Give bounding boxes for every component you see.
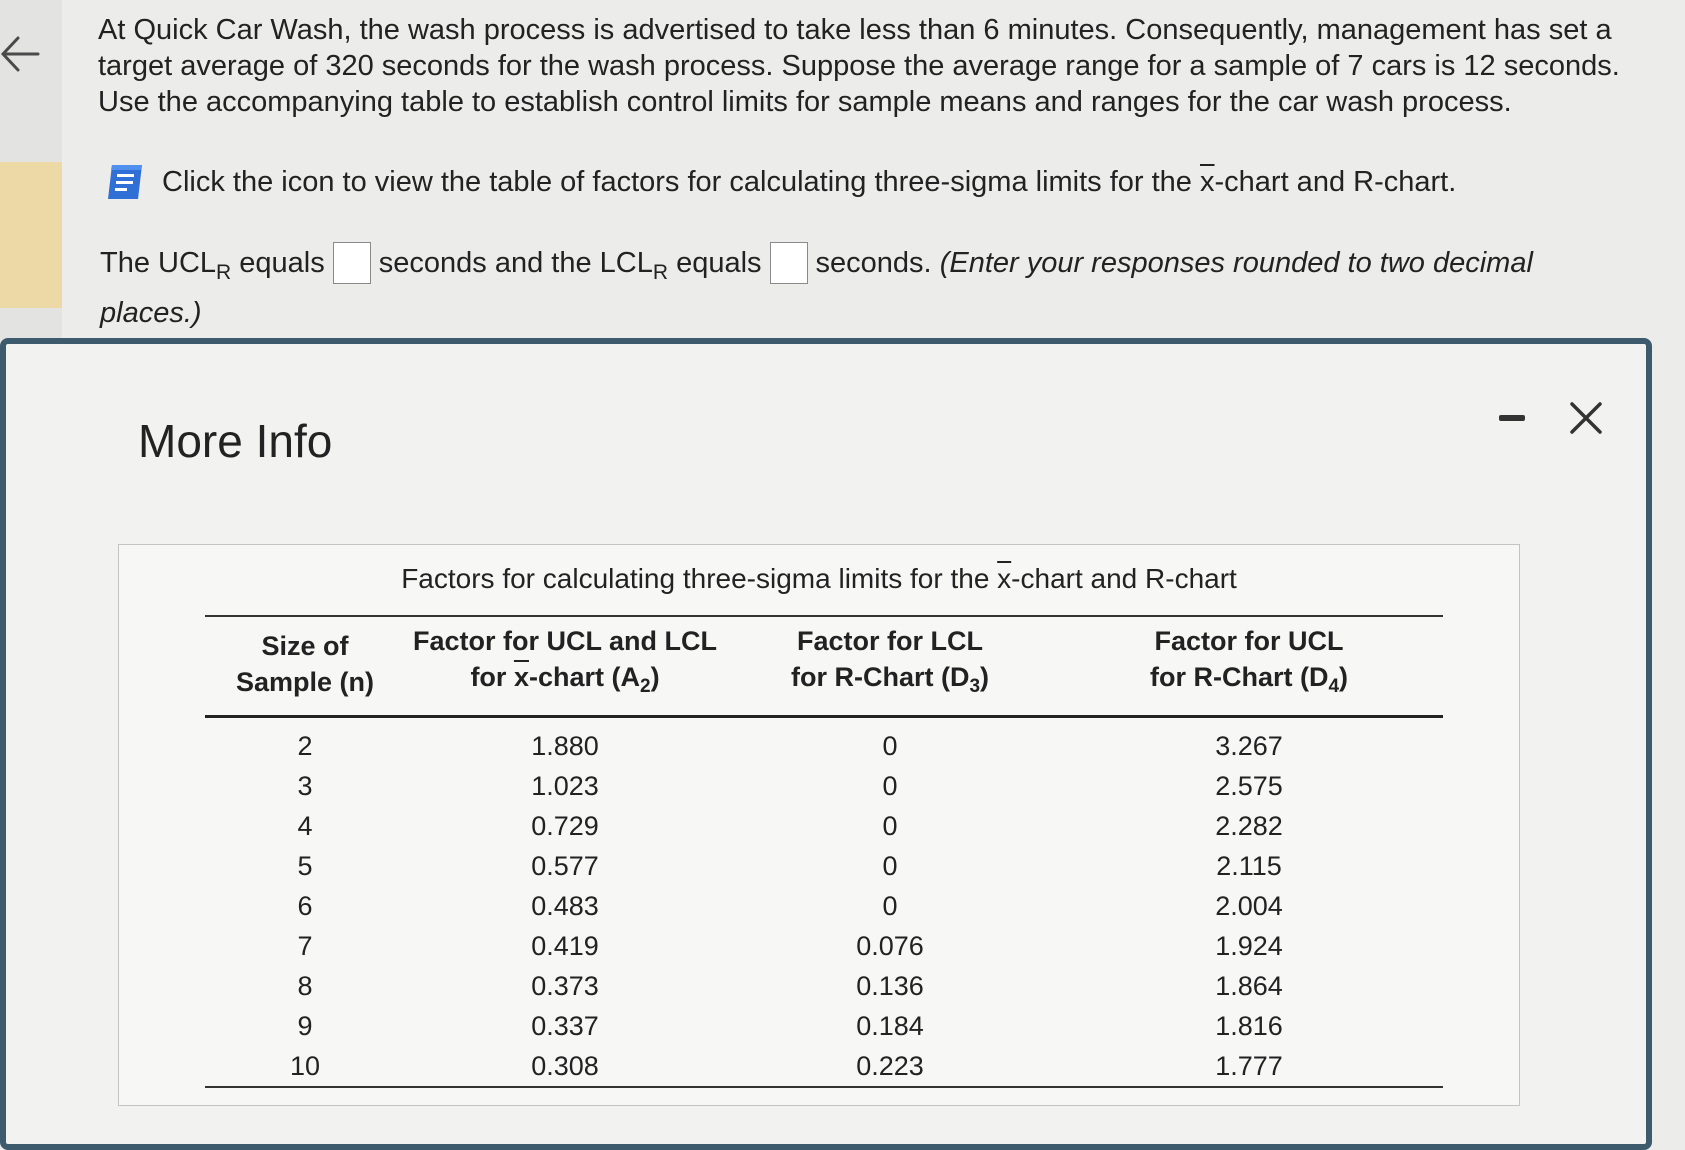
factors-table-card [118,544,1520,1106]
cell-d3: 0 [882,730,898,761]
answer-sub1: R [216,261,232,284]
cell-sample-size: 8 [297,970,313,1001]
cell-d4: 1.816 [1215,1010,1283,1041]
more-info-modal [0,338,1652,1150]
cell-a2: 0.337 [531,1010,599,1041]
cell-d4: 2.115 [1216,850,1282,881]
question-paragraph: At Quick Car Wash, the wash process is advertised to take less than 6 minutes. Consequently, management has set a target average of 320 seconds for the wash process. Suppose the average range for a sample of 7 cars is 12 seconds. Use the accompanying table to establish control limits for sample means and ranges for the car wash process. [98,14,1620,118]
cell-a2: 0.419 [531,930,599,961]
header-d3 [725,616,1055,717]
header-a2-line1: Factor for UCL and LCL [412,626,717,656]
header-n-line1: Size of [261,631,349,661]
info-prefix: Click the icon to view the table of factors for calculating three-sigma limits for the [162,165,1200,198]
header-d4 [1055,616,1443,717]
info-suffix: -chart and R-chart. [1214,165,1457,198]
back-arrow-icon[interactable] [0,32,40,76]
cell-a2: 0.308 [405,1046,725,1087]
header-d3-line1: Factor for LCL [797,626,983,656]
cell-sample-size: 3 [297,770,313,801]
table-header-row [205,616,1443,717]
ucl-answer-input[interactable] [333,242,371,284]
answer-part5: seconds. [815,247,932,279]
cell-d3: 0 [882,770,898,801]
header-a2-pre: for [470,662,514,692]
caption-suffix: -chart and R-chart [1011,563,1237,594]
caption-prefix: Factors for calculating three-sigma limits for the [401,563,998,594]
answer-part2: equals [239,247,325,279]
cell-d3: 0 [882,810,898,841]
header-d3-sub: 3 [969,676,981,697]
cell-a2: 0.373 [531,970,599,1001]
table-row [205,846,1443,886]
header-d4-line2 [1059,659,1439,705]
answer-part3: seconds and the LCL [378,247,653,279]
header-d3-line2 [729,659,1051,705]
book-icon[interactable] [104,162,146,202]
cell-a2: 0.729 [531,810,599,841]
cell-d3: 0.184 [856,1010,924,1041]
cell-d4: 1.864 [1215,970,1283,1001]
table-row [205,966,1443,1006]
cell-sample-size: 5 [297,850,313,881]
modal-title: More Info [138,415,333,467]
header-d3-text: for R-Chart (D [790,662,970,692]
info-xbar: $\overline{x}$ [1200,165,1215,198]
cell-sample-size: 9 [297,1010,313,1041]
cell-d4: 1.777 [1055,1046,1443,1087]
cell-d4: 2.575 [1215,770,1283,801]
table-row [205,1006,1443,1046]
caption-xbar: $\overline{x}$ [997,563,1012,594]
cell-sample-size: 7 [297,930,313,961]
cell-d4: 2.282 [1215,810,1283,841]
header-a2-post: -chart (A [528,662,640,692]
cell-a2: 1.023 [531,770,599,801]
question-text [98,12,1638,120]
header-n-line2: Sample (n) [235,667,375,697]
lcl-answer-input[interactable] [770,242,808,284]
answer-part4: equals [676,247,762,279]
table-row [205,926,1443,966]
header-sample-size [205,616,405,717]
cell-d3: 0.136 [856,970,924,1001]
header-a2 [405,616,725,717]
table-row [205,717,1443,767]
table-caption [119,563,1519,595]
answer-sub2: R [652,261,669,284]
factors-table [205,615,1443,1088]
cell-a2: 0.577 [531,850,599,881]
cell-sample-size: 6 [297,890,313,921]
answer-part1: The UCL [100,247,217,279]
header-d4-line1: Factor for UCL [1154,626,1344,656]
cell-d3: 0.076 [856,930,924,961]
cell-a2: 1.880 [531,730,599,761]
header-d4-sub: 4 [1328,676,1340,697]
info-link-row [104,162,1456,202]
info-link-text[interactable] [162,166,1456,199]
header-d4-text: for R-Chart (D [1149,662,1329,692]
factors-table-body [205,717,1443,1088]
table-row [205,806,1443,846]
answer-instruction: (Enter your responses rounded to two decimal places.) [100,247,1533,329]
cell-d3: 0 [882,850,898,881]
table-row [205,886,1443,926]
cell-d4: 3.267 [1215,730,1283,761]
table-row [205,766,1443,806]
table-row [205,1046,1443,1087]
cell-d3: 0.223 [725,1046,1055,1087]
cell-sample-size: 4 [297,810,313,841]
header-d4-close: ) [1339,662,1349,692]
header-d3-close: ) [980,662,990,692]
header-a2-line2 [409,659,721,705]
minimize-icon[interactable] [1494,411,1530,425]
answer-line [100,242,1560,333]
header-a2-close: ) [650,662,660,692]
cell-d3: 0 [882,890,898,921]
cell-sample-size: 10 [205,1046,405,1087]
minimize-bar [1499,415,1525,421]
header-a2-sub: 2 [639,676,651,697]
close-icon[interactable] [1566,398,1606,438]
cell-a2: 0.483 [531,890,599,921]
cell-d4: 2.004 [1215,890,1283,921]
cell-d4: 1.924 [1215,930,1283,961]
left-accent-bar [0,162,62,308]
header-a2-x: $\overline{x}$ [513,662,529,692]
cell-sample-size: 2 [297,730,313,761]
